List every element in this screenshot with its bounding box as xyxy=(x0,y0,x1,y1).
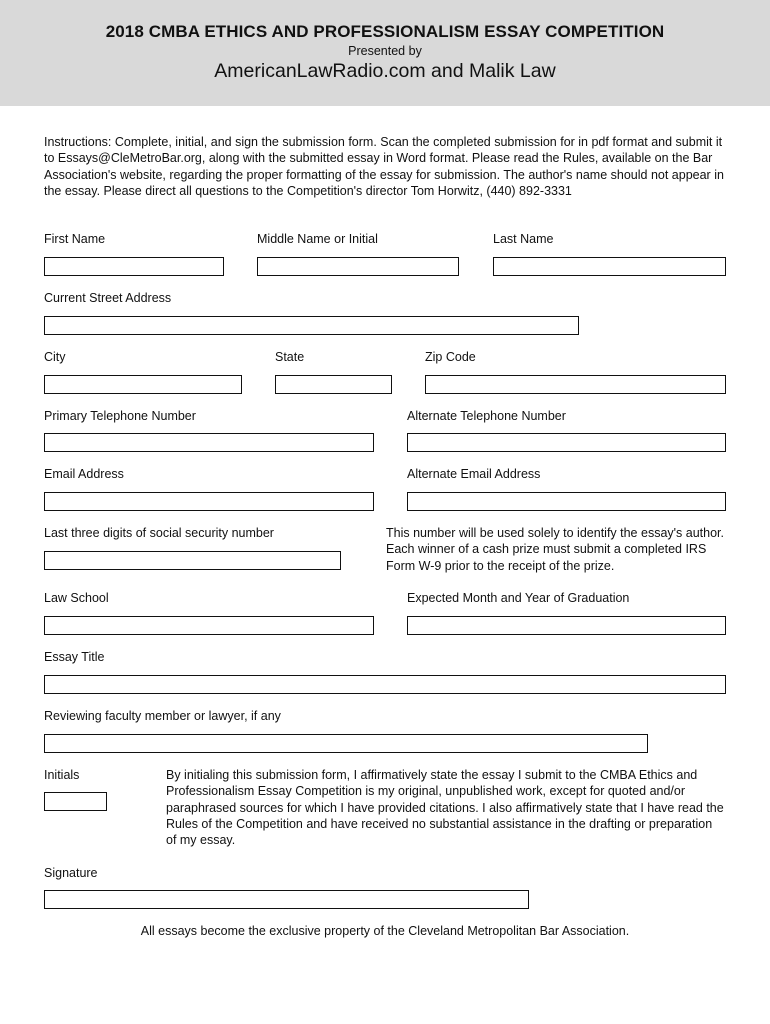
first-name-field[interactable] xyxy=(44,257,224,276)
form-title: 2018 CMBA ETHICS AND PROFESSIONALISM ESSAY COMPETITION xyxy=(105,22,665,41)
city-field[interactable] xyxy=(44,375,242,394)
ssn-field[interactable] xyxy=(44,551,341,570)
header-band xyxy=(0,0,770,106)
alternate-phone-label: Alternate Telephone Number xyxy=(407,409,566,423)
essay-title-field[interactable] xyxy=(44,675,726,694)
middle-name-field[interactable] xyxy=(257,257,459,276)
city-label: City xyxy=(44,350,66,364)
state-label: State xyxy=(275,350,305,364)
zip-code-field[interactable] xyxy=(425,375,726,394)
sponsors: AmericanLawRadio.com and Malik Law xyxy=(214,60,556,82)
email-field[interactable] xyxy=(44,492,374,511)
last-name-label: Last Name xyxy=(493,232,554,246)
ssn-note: This number will be used solely to identify the essay's author. Each winner of a cash prize must submit a completed IRS Form W-9 prior to the receipt of the prize. xyxy=(386,526,724,573)
footer-note: All essays become the exclusive property of the Cleveland Metropolitan Bar Association. xyxy=(140,924,630,938)
street-address-label: Current Street Address xyxy=(44,291,172,305)
law-school-field[interactable] xyxy=(44,616,374,635)
signature-label: Signature xyxy=(44,866,98,880)
street-address-field[interactable] xyxy=(44,316,579,335)
graduation-label: Expected Month and Year of Graduation xyxy=(407,591,630,605)
initials-label: Initials xyxy=(44,768,80,782)
ssn-label: Last three digits of social security number xyxy=(44,526,274,540)
primary-phone-field[interactable] xyxy=(44,433,374,452)
last-name-field[interactable] xyxy=(493,257,726,276)
presented-by: Presented by xyxy=(348,44,422,58)
reviewer-label: Reviewing faculty member or lawyer, if any xyxy=(44,709,281,723)
alternate-email-label: Alternate Email Address xyxy=(407,467,541,481)
primary-phone-label: Primary Telephone Number xyxy=(44,409,196,423)
initials-statement: By initialing this submission form, I affirmatively state the essay I submit to the CMBA Ethics and Professionalism Essay Competition is my original, unpublished work, except for quoted and/or paraphrased sources for which I have provided citations. I also affirmatively state that I have read the Rules of the Competition and have received no substantial assistance in the drafting or preparation of my essay. xyxy=(166,768,724,848)
signature-field[interactable] xyxy=(44,890,529,909)
graduation-field[interactable] xyxy=(407,616,726,635)
alternate-email-field[interactable] xyxy=(407,492,726,511)
middle-name-label: Middle Name or Initial xyxy=(257,232,378,246)
instructions: Instructions: Complete, initial, and sign the submission form. Scan the completed submission for in pdf format and submit it to Essays@CleMetroBar.org, along with the submitted essay in Word format. Please read the Rules, available on the Bar Association's website, regarding the proper formatting of the essay for submission. The author's name should not appear in the essay. Please direct all questions to the Competition's director Tom Horwitz, (440) 892-3331 xyxy=(44,135,724,198)
first-name-label: First Name xyxy=(44,232,106,246)
reviewer-field[interactable] xyxy=(44,734,648,753)
initials-field[interactable] xyxy=(44,792,107,811)
state-field[interactable] xyxy=(275,375,392,394)
alternate-phone-field[interactable] xyxy=(407,433,726,452)
law-school-label: Law School xyxy=(44,591,109,605)
essay-title-label: Essay Title xyxy=(44,650,105,664)
email-label: Email Address xyxy=(44,467,124,481)
zip-code-label: Zip Code xyxy=(425,350,476,364)
